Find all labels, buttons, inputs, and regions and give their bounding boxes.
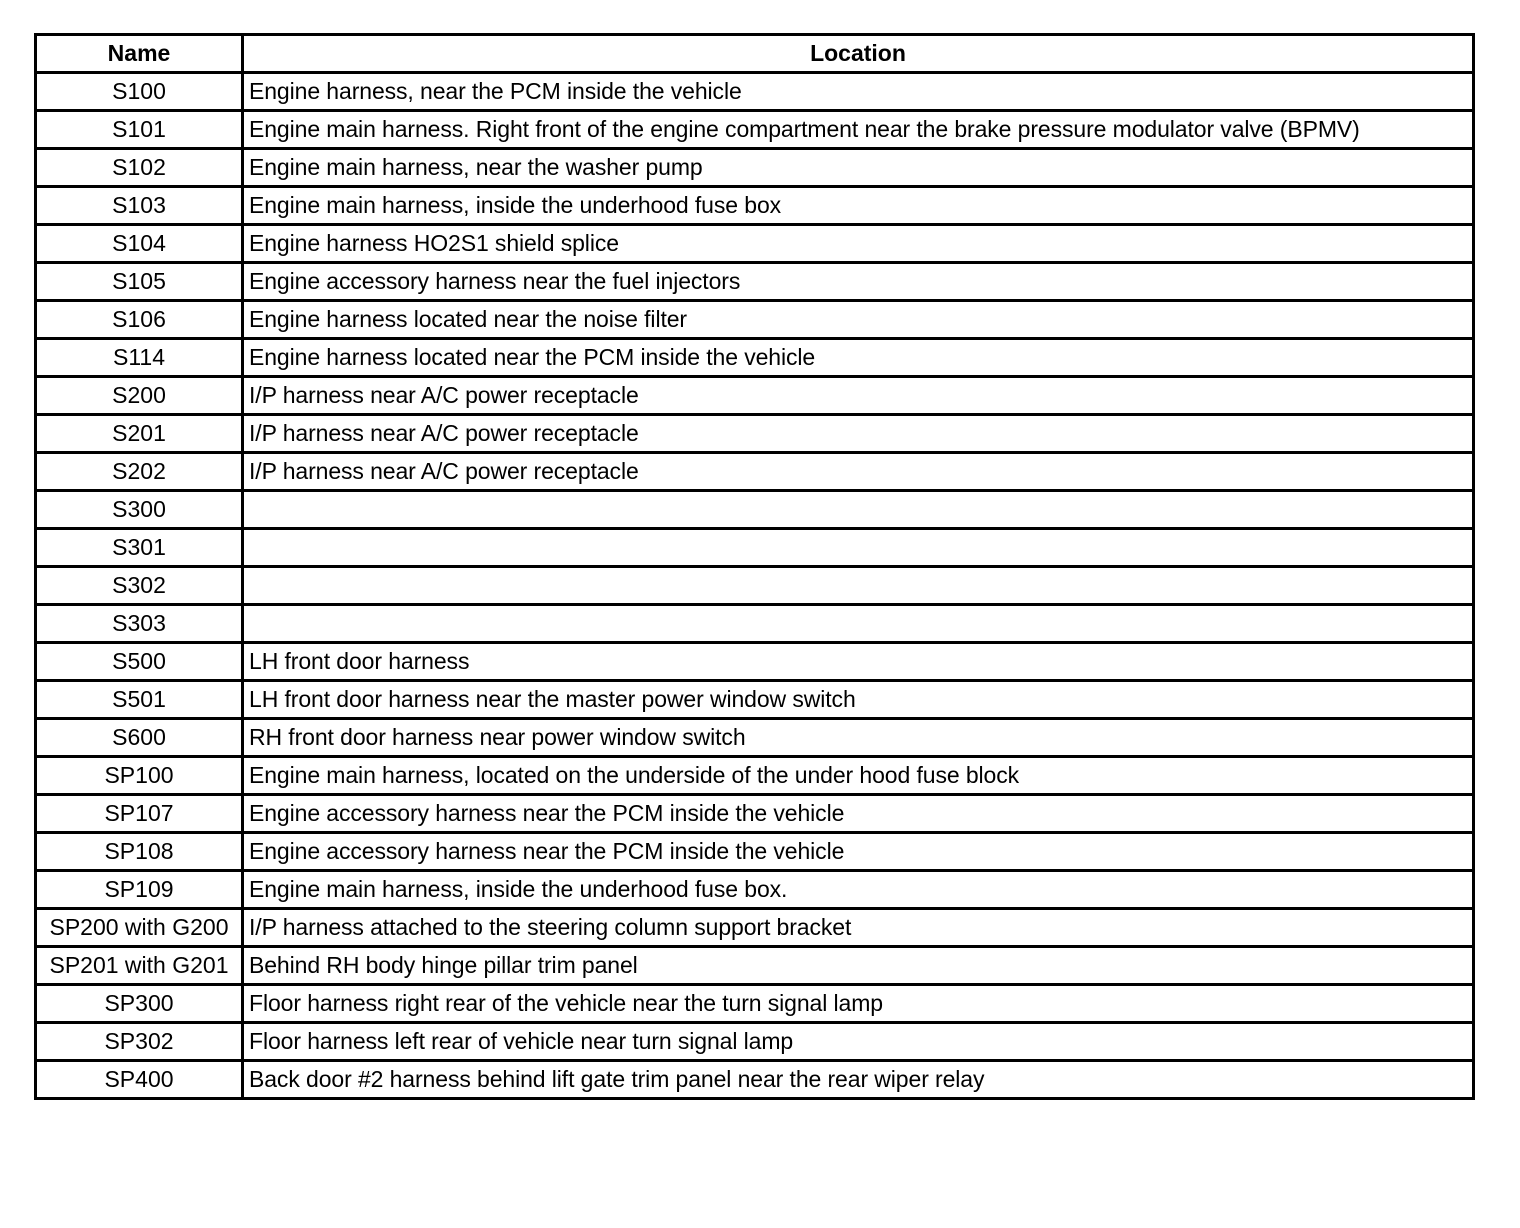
splice-location-table [34,33,1475,1100]
splice-name-cell: S501 [36,681,243,719]
splice-location-cell: Engine accessory harness near the PCM inside the vehicle [243,833,1474,871]
splice-location-cell: LH front door harness near the master power window switch [243,681,1474,719]
header-row [36,35,1474,73]
splice-name-cell: S201 [36,415,243,453]
splice-location-cell: LH front door harness [243,643,1474,681]
table-row [36,187,1474,225]
table-row [36,149,1474,187]
splice-location-cell [243,491,1474,529]
splice-location-cell: Engine main harness, located on the underside of the under hood fuse block [243,757,1474,795]
splice-name-cell: S100 [36,73,243,111]
splice-location-cell: Engine harness located near the PCM inside the vehicle [243,339,1474,377]
table-row [36,681,1474,719]
table-row [36,301,1474,339]
splice-location-cell: Engine main harness, inside the underhood fuse box [243,187,1474,225]
table-row [36,491,1474,529]
splice-name-cell: S202 [36,453,243,491]
splice-location-cell [243,567,1474,605]
splice-name-cell: SP109 [36,871,243,909]
table-row [36,947,1474,985]
table-row [36,605,1474,643]
table-row [36,415,1474,453]
splice-name-cell: S105 [36,263,243,301]
splice-location-cell: Engine harness located near the noise filter [243,301,1474,339]
splice-name-cell: S302 [36,567,243,605]
splice-location-cell: I/P harness attached to the steering column support bracket [243,909,1474,947]
splice-name-cell: SP200 with G200 [36,909,243,947]
table-header [36,35,1474,73]
table-row [36,1023,1474,1061]
table-row [36,795,1474,833]
table-row [36,833,1474,871]
splice-location-cell: I/P harness near A/C power receptacle [243,377,1474,415]
table-row [36,73,1474,111]
splice-name-cell: S114 [36,339,243,377]
splice-name-cell: S500 [36,643,243,681]
splice-location-cell: I/P harness near A/C power receptacle [243,415,1474,453]
splice-location-cell: Floor harness left rear of vehicle near turn signal lamp [243,1023,1474,1061]
splice-location-cell: Engine accessory harness near the fuel injectors [243,263,1474,301]
location-column-header: Location [243,35,1474,73]
splice-location-cell: Floor harness right rear of the vehicle near the turn signal lamp [243,985,1474,1023]
splice-name-cell: SP400 [36,1061,243,1099]
splice-location-cell: Back door #2 harness behind lift gate trim panel near the rear wiper relay [243,1061,1474,1099]
splice-name-cell: S200 [36,377,243,415]
splice-location-cell: Engine harness HO2S1 shield splice [243,225,1474,263]
table-row [36,339,1474,377]
name-column-header: Name [36,35,243,73]
splice-name-cell: SP100 [36,757,243,795]
table-body [36,73,1474,1099]
splice-name-cell: S101 [36,111,243,149]
table-row [36,567,1474,605]
splice-name-cell: S102 [36,149,243,187]
splice-location-cell [243,605,1474,643]
splice-name-cell: SP107 [36,795,243,833]
splice-location-cell [243,529,1474,567]
splice-location-cell: RH front door harness near power window switch [243,719,1474,757]
splice-name-cell: S106 [36,301,243,339]
table-row [36,377,1474,415]
splice-location-cell: Engine main harness, inside the underhood fuse box. [243,871,1474,909]
table-row [36,719,1474,757]
splice-name-cell: SP201 with G201 [36,947,243,985]
table-row [36,111,1474,149]
splice-name-cell: S301 [36,529,243,567]
splice-name-cell: S300 [36,491,243,529]
table-row [36,263,1474,301]
table-row [36,909,1474,947]
table-row [36,529,1474,567]
splice-location-cell: Engine main harness, near the washer pump [243,149,1474,187]
splice-location-cell: Engine main harness. Right front of the engine compartment near the brake pressure modulator valve (BPMV) [243,111,1474,149]
splice-name-cell: SP108 [36,833,243,871]
table-row [36,871,1474,909]
splice-name-cell: S103 [36,187,243,225]
splice-location-cell: Engine accessory harness near the PCM inside the vehicle [243,795,1474,833]
splice-location-cell: I/P harness near A/C power receptacle [243,453,1474,491]
splice-location-cell: Engine harness, near the PCM inside the vehicle [243,73,1474,111]
table-row [36,225,1474,263]
table-row [36,453,1474,491]
splice-name-cell: S600 [36,719,243,757]
table-row [36,985,1474,1023]
table-row [36,1061,1474,1099]
splice-name-cell: SP302 [36,1023,243,1061]
splice-location-cell: Behind RH body hinge pillar trim panel [243,947,1474,985]
splice-name-cell: S104 [36,225,243,263]
table-row [36,643,1474,681]
table-row [36,757,1474,795]
splice-name-cell: SP300 [36,985,243,1023]
splice-name-cell: S303 [36,605,243,643]
